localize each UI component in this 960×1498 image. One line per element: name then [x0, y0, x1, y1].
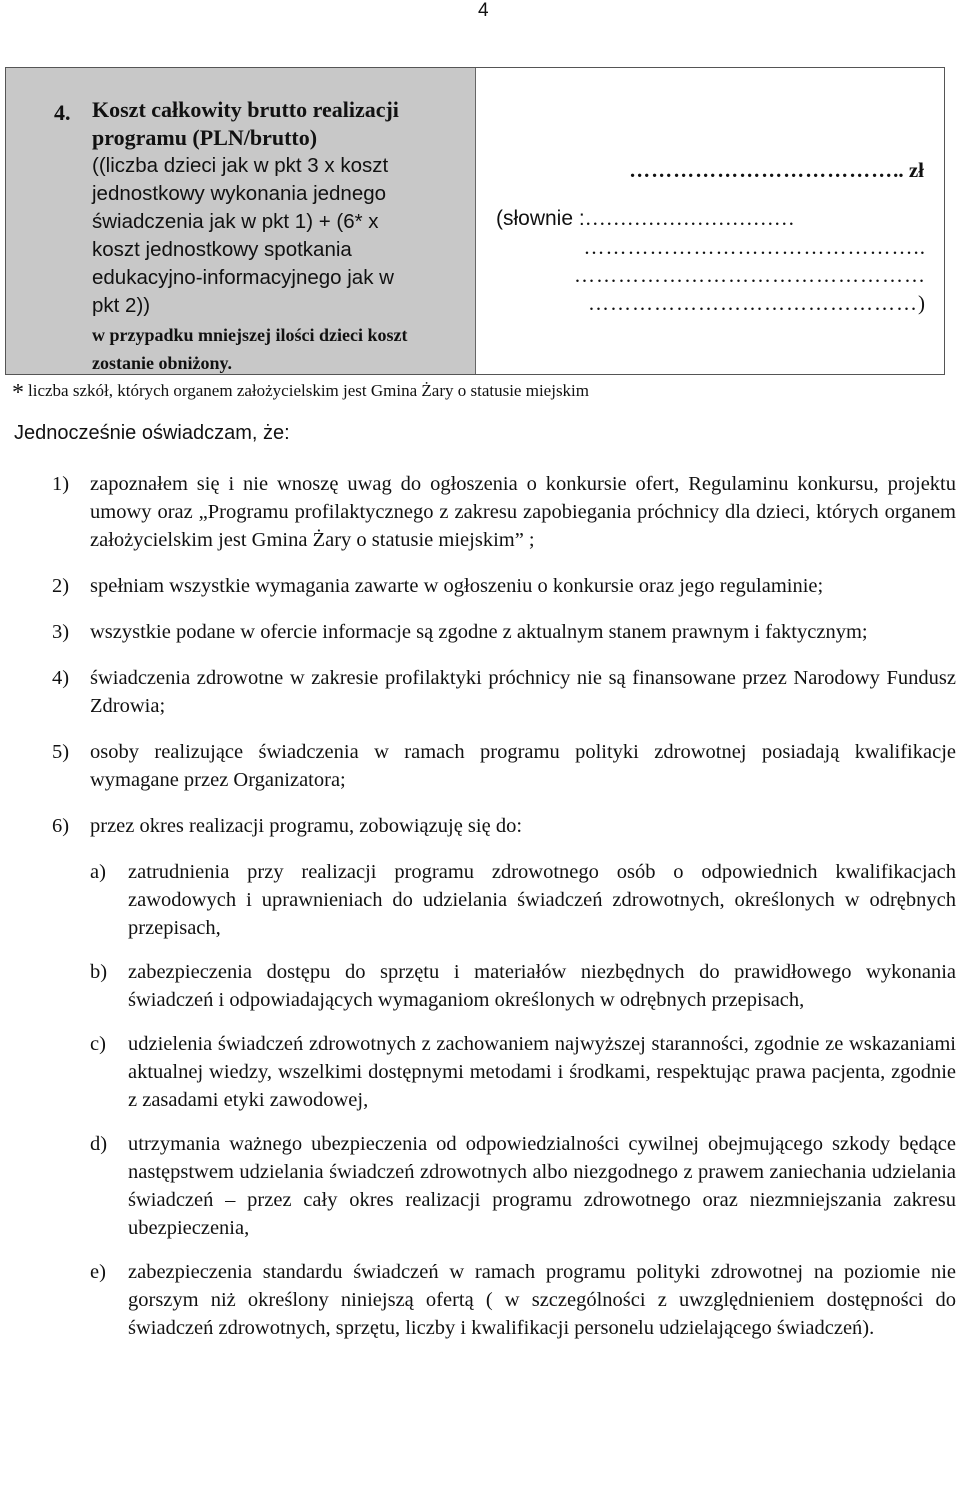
- formula-line-5: edukacyjno-informacyjnego jak w: [92, 266, 394, 289]
- footnote: [12, 380, 589, 407]
- cost-label-cell: [6, 68, 476, 374]
- declaration-text: wszystkie podane w ofercie informacje są zgodne z aktualnym stanem prawnym i faktycznym;: [90, 621, 868, 643]
- obligation-marker: c): [90, 1033, 106, 1055]
- cost-table: [5, 67, 945, 375]
- dots-line-1: ………………………………………..: [583, 235, 926, 259]
- declaration-text: spełniam wszystkie wymagania zawarte w ogłoszeniu o konkursie oraz jego regulaminie;: [90, 575, 824, 597]
- declaration-text: świadczenia zdrowotne w zakresie profilaktyki próchnicy nie są finansowane przez Narodowy Fundusz Zdrowia;: [90, 667, 956, 717]
- dots-line-2: …………………………………………: [574, 263, 926, 287]
- declaration-marker: 2): [52, 575, 70, 597]
- obligation-marker: a): [90, 861, 106, 883]
- cost-title-line-1: Koszt całkowity brutto realizacji: [92, 97, 399, 122]
- cost-value-cell[interactable]: [476, 68, 944, 374]
- declaration-item: [52, 572, 956, 600]
- obligation-marker: e): [90, 1261, 106, 1283]
- amount-dots: ………………………………: [629, 158, 894, 182]
- obligation-list: [90, 858, 956, 1342]
- declaration-marker: 4): [52, 667, 70, 689]
- section-number: 4.: [54, 100, 71, 125]
- declaration-marker: 5): [52, 741, 70, 763]
- declaration-text: osoby realizujące świadczenia w ramach programu polityki zdrowotnej posiadają kwalifikacje wymagane przez Organizatora;: [90, 741, 956, 791]
- obligation-marker: b): [90, 961, 108, 983]
- footnote-star: *: [12, 380, 24, 406]
- obligation-text: zabezpieczenia dostępu do sprzętu i materiałów niezbędnych do prawidłowego wykonania świadczeń i odpowiadających wymaganiom określonych w odrębnych przepisach,: [128, 961, 956, 1011]
- formula-line-3: świadczenia jak w pkt 1) + (6* x: [92, 210, 379, 233]
- declaration-list: [52, 470, 956, 1360]
- cost-note-line-2: zostanie obniżony.: [92, 353, 233, 373]
- obligation-text: zabezpieczenia standardu świadczeń w ramach programu polityki zdrowotnej na poziomie nie gorszym niż określony niniejszą ofertą ( w szczególności z uwzględnieniem dostępności do świadczeń zdrowotnych, sprzętu, liczby i kwalifikacji personelu udzielającego świadczeń).: [128, 1261, 956, 1339]
- obligation-item: [90, 958, 956, 1014]
- slownie-dots: …………………………: [584, 206, 795, 230]
- declaration-text: przez okres realizacji programu, zobowiązuję się do:: [90, 815, 523, 837]
- page-number: 4: [478, 0, 489, 21]
- formula-line-4: koszt jednostkowy spotkania: [92, 238, 352, 261]
- cost-note-line-1: w przypadku mniejszej ilości dzieci koszt: [92, 325, 408, 345]
- declaration-marker: 1): [52, 473, 70, 495]
- obligation-text: udzielenia świadczeń zdrowotnych z zachowaniem najwyższej staranności, zgodnie ze wskazaniami aktualnej wiedzy, wszelkimi dostępnymi metodami i środkami, respektując prawa pacjenta, zgodnie z zasadami etyki zawodowej,: [128, 1033, 956, 1111]
- obligation-text: zatrudnienia przy realizacji programu zdrowotnego osób o odpowiednich kwalifikacjach zawodowych i uprawnieniach do udzielania świadczeń zdrowotnych, określonych w odrębnych przepisach,: [128, 861, 956, 939]
- amount-field[interactable]: [496, 156, 926, 184]
- dots-line-3: ………………………………………): [588, 291, 926, 315]
- obligation-marker: d): [90, 1133, 108, 1155]
- cost-title-line-2: programu (PLN/brutto): [92, 125, 318, 150]
- formula-line-1: ((liczba dzieci jak w pkt 3 x koszt: [92, 154, 389, 177]
- declaration-item: [52, 812, 956, 1342]
- declaration-intro: Jednocześnie oświadczam, że:: [14, 422, 290, 444]
- obligation-item: [90, 1030, 956, 1114]
- declaration-item: [52, 664, 956, 720]
- declaration-text: zapoznałem się i nie wnoszę uwag do ogłoszenia o konkursie ofert, Regulaminu konkursu, projektu umowy oraz „Programu profilaktycznego z zakresu zapobiegania próchnicy dla dzieci, których organem założycielskim jest Gmina Żary o statusie miejskim” ;: [90, 473, 956, 551]
- obligation-item: [90, 1258, 956, 1342]
- amount-currency: .. zł: [893, 158, 924, 182]
- obligation-text: utrzymania ważnego ubezpieczenia od odpowiedzialności cywilnej obejmującego szkody będące następstwem udzielania świadczeń zdrowotnych albo niezgodnego z prawem zaniechania udzielania świadczeń – przez cały okres realizacji programu zdrowotnego oraz niezmniejszania zakresu ubezpieczenia,: [128, 1133, 956, 1239]
- cost-description: [92, 96, 465, 376]
- slownie-label: (słownie :: [496, 207, 585, 230]
- formula-line-6: pkt 2)): [92, 294, 151, 317]
- declaration-marker: 6): [52, 815, 70, 837]
- formula-line-2: jednostkowy wykonania jednego: [92, 182, 387, 205]
- declaration-marker: 3): [52, 621, 70, 643]
- obligation-item: [90, 858, 956, 942]
- amount-in-words-field[interactable]: [496, 204, 926, 233]
- declaration-item: [52, 738, 956, 794]
- declaration-item: [52, 470, 956, 554]
- declaration-item: [52, 618, 956, 646]
- footnote-text: liczba szkół, których organem założycielskim jest Gmina Żary o statusie miejskim: [28, 381, 590, 400]
- obligation-item: [90, 1130, 956, 1242]
